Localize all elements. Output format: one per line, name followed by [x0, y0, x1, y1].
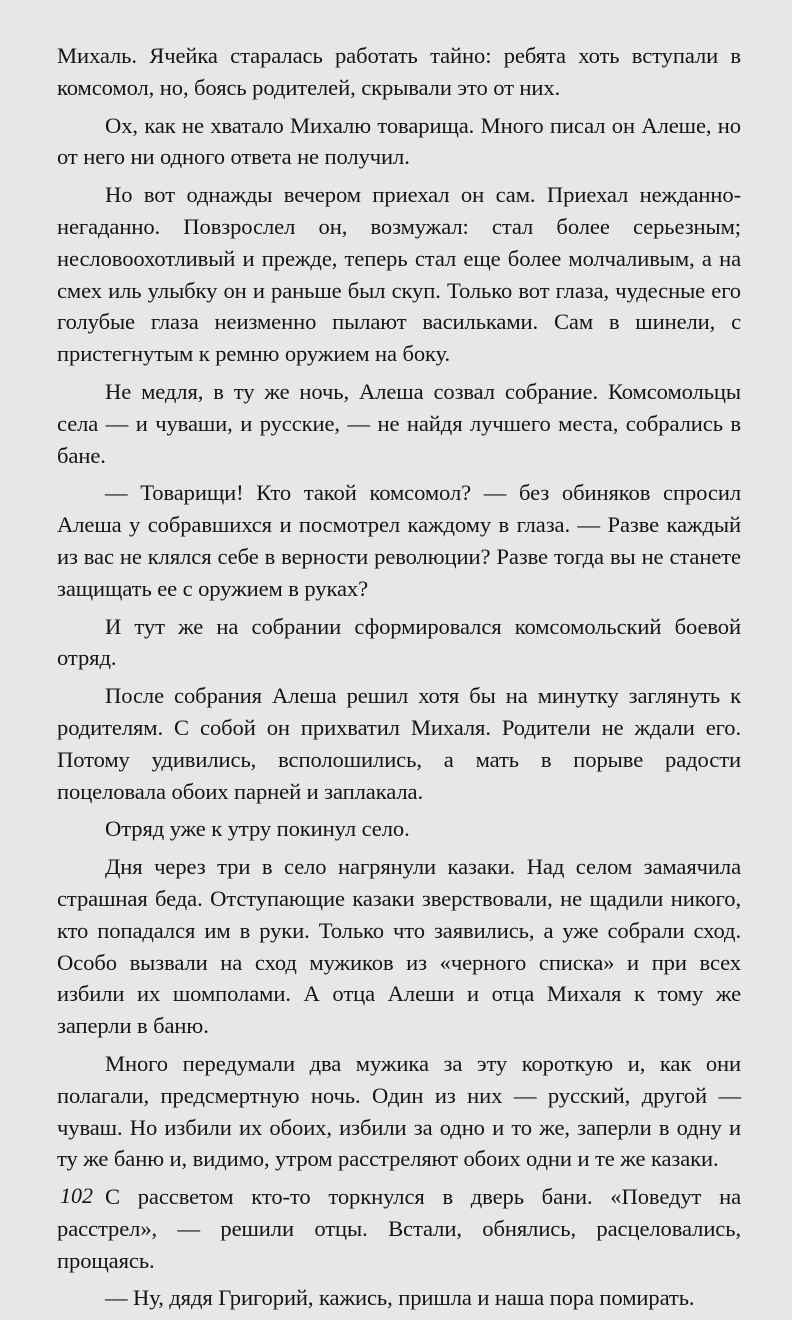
paragraph-2: Ох, как не хватало Михалю товарища. Много писал он Алеше, но от него ни одного ответа не получил.: [57, 112, 741, 170]
paragraph-1: Михаль. Ячейка старалась работать тайно: ребята хоть вступали в комсомол, но, боясь родителей, скрывали это от них.: [57, 43, 741, 100]
paragraph-5: — Товарищи! Кто такой комсомол? — без обиняков спросил Алеша у собравшихся и посмотрел каждому в глаза. — Разве каждый из вас не клялся себе в верности революции? Разве тогда вы не станете защищать ее с оружием в руках?: [57, 480, 741, 601]
paragraph-10: Много передумали два мужика за эту короткую и, как они полагали, предсмертную ночь. Один из них — русский, другой — чуваш. Но избили их обоих, избили за одно и то же, заперли в одну и ту же баню и, видимо, утром расстреляют обоих одни и те же казаки.: [57, 1050, 741, 1172]
paragraph-12: — Ну, дядя Григорий, кажись, пришла и наша пора помирать.: [105, 1285, 695, 1311]
paragraph-4: Не медля, в ту же ночь, Алеша созвал собрание. Комсомольцы села — и чуваши, и русские, — не найдя лучшего места, собрались в бане.: [57, 378, 741, 468]
paragraph-3: Но вот однажды вечером приехал он сам. Приехал нежданно-негаданно. Повзрослел он, возмужал: стал более серьезным; несловоохотливый и прежде, теперь стал еще более молчаливым, а на смех иль улыбку он и раньше был скуп. Только вот глаза, чудесные его голубые глаза неизменно пылают васильками. Сам в шинели, с пристегнутым к ремню оружием на боку.: [57, 182, 741, 367]
paragraph-6: И тут же на собрании сформировался комсомольский боевой отряд.: [57, 613, 741, 671]
page-number: 102: [60, 1183, 93, 1208]
paragraph-8: Отряд уже к утру покинул село.: [105, 816, 410, 842]
paragraph-7: После собрания Алеша решил хотя бы на минутку заглянуть к родителям. С собой он прихватил Михаля. Родители не ждали его. Потому удивились, всполошились, а мать в порыве радости поцеловала обоих парней и заплакала.: [57, 683, 741, 804]
paragraph-11: С рассветом кто-то торкнулся в дверь бани. «Поведут на расстрел», — решили отцы. Встали, обнялись, расцеловались, прощаясь.: [57, 1184, 741, 1273]
paragraph-9: Дня через три в село нагрянули казаки. Над селом замаячила страшная беда. Отступающие казаки зверствовали, не щадили никого, кто попадался им в руки. Только что заявились, а уже собрали сход. Особо вызвали на сход мужиков из «черного списка» и при всех избили их шомполами. А отца Алеши и отца Михаля к тому же заперли в баню.: [57, 854, 741, 1039]
body-text: [57, 40, 741, 1320]
